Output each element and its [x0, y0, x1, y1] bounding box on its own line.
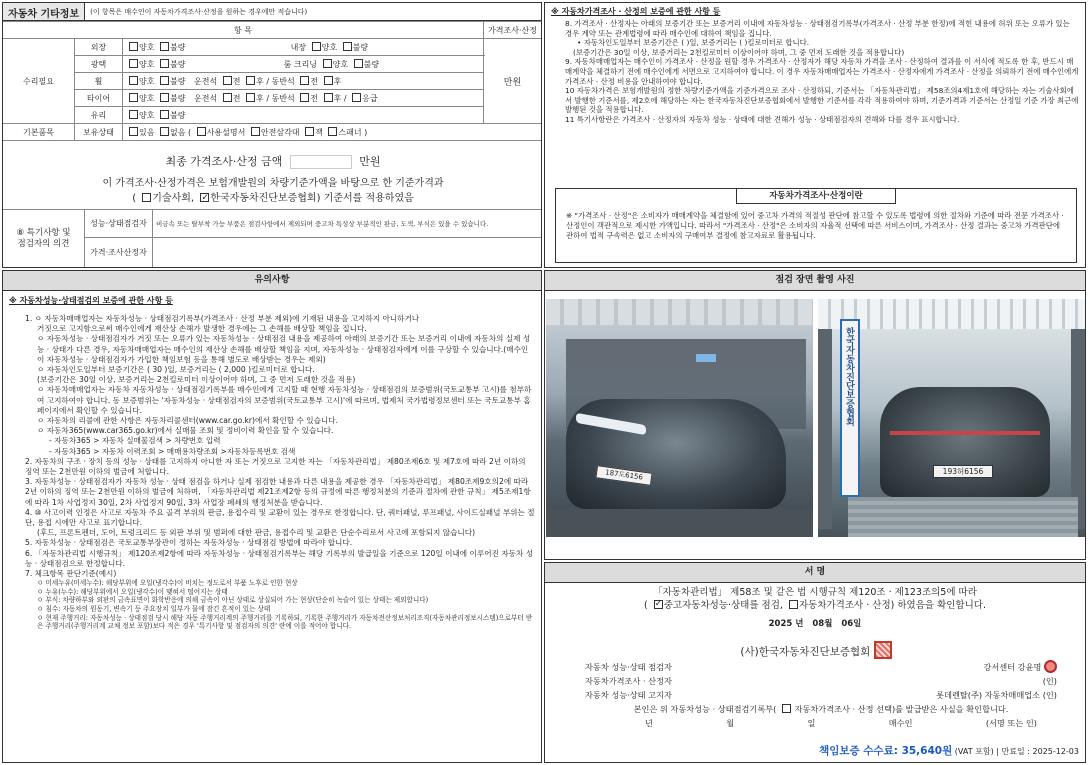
col-item-header: 항 목	[3, 22, 484, 39]
front-car	[566, 399, 786, 509]
special-notes-table	[2, 209, 542, 268]
final-price-row	[3, 153, 542, 169]
row-wheel: 휠	[75, 73, 123, 90]
criteria-1: ㅇ 미세누유(미세누수): 해당부위에 오일(냉각수)이 비치는 정도로서 부품 노후로 인한 현상	[37, 579, 298, 588]
signature-panel	[544, 562, 1086, 763]
price-inspector-label: 가격·조사산정자	[85, 238, 153, 268]
row-gloss: 광택	[75, 56, 123, 73]
photo-header: 점검 장면 촬영 사진	[545, 271, 1085, 291]
price-def-title: 자동차가격조사·산정이란	[736, 188, 896, 204]
row-glass: 유리	[75, 107, 123, 124]
kada-checkbox[interactable]	[200, 193, 209, 202]
criteria-5: ㅇ 현재 주행거리: 자동차성능 · 상태점검 당시 해당 자동 주행거리계의 주행거리를 기록하되, 기록한 주행거리가 자동차전산정보처리조직(자동차관리정보시스템)으로부터 받은 주행거리(주행거리계 교체 정보 포함)보다 적은 경우 '특기사항 및 점검자의 의견' 란에 이를 적어야 합니다.	[37, 613, 533, 631]
sign-board: 한국자동차진단보증협회	[840, 319, 860, 497]
have-checkbox[interactable]	[129, 127, 138, 136]
perf-inspector-label: 성능·상태점검자	[85, 210, 153, 238]
price-warranty-items	[551, 19, 1079, 125]
buyer-label: 매수인	[888, 718, 913, 728]
notice-line-11: 2. 자동차의 구조 · 장치 등의 성능 · 상태를 고지하지 아니한 자 또는 거짓으로 고지한 자는 「자동차관리법」 제80조제6호 및 제7호에 따라 2년 이하의 징역 또는 2천만원 이하의 벌금에 처합니다.	[25, 456, 526, 477]
final-price-input[interactable]	[290, 155, 352, 169]
rear-car	[880, 387, 1050, 497]
room-bad-checkbox[interactable]	[354, 59, 363, 68]
fee-row: 책임보증 수수료: 35,640원 (VAT 포함) | 만료일 : 2025-12-03	[819, 745, 1079, 757]
notice-line-7: ㅇ 자동차의 리콜에 관한 사항은 자동차리콜센터(www.car.go.kr)에서 확인할 수 있습니다.	[37, 416, 338, 426]
none-checkbox[interactable]	[160, 127, 169, 136]
tire-emergency-checkbox[interactable]	[352, 93, 361, 102]
basic-items-label: 기본품목	[3, 124, 75, 141]
tire-bad-checkbox[interactable]	[160, 93, 169, 102]
final-price-unit: 만원	[359, 155, 381, 168]
notice-line-10: - 자동차365 > 자동차 이력조회 > 매매용차량조회 >자동차등록번호 검색	[49, 446, 296, 456]
front-plate: 187도6156	[595, 465, 652, 486]
row-interior: 내장	[290, 42, 307, 52]
sign-rows: 자동차 성능·상태 점검자 강서센터 강윤명 자동차가격조사 · 산정자 (인) 자동차 성능·상태 고지자 롯데렌탈(주) 자동차매매업소 (인) 본인은 위 자동차성능 · 상태점검기록부( 자동차가격조사 · 산정 선택)를 발급받은 사실을 확인합니다. 년 월 일 매수인 (서명 또는 인)	[585, 662, 1057, 728]
criteria-4: ㅇ 침수: 자동차의 원동기, 변속기 등 주요장치 일부가 물에 잠긴 흔적이 있는 상태	[37, 605, 271, 614]
price-unit: 만원	[484, 39, 542, 124]
notice-line-6: ㅇ 자동차매매업자는 자동차 자동차성능 · 상태점검기록부를 매수인에게 고지할 때 현행 자동차성능 · 상태점검의 보증범위(국토교통부 고시)를 첨부하여 고지하여야 합니다. 동 보증범위는 '자동차성능 · 상태점검자의 보증범위(국토교통부 고시)'에 따르며, 법제처 국가법령정보센터 또는 국토교통부 홈페이지에서 확인할 수 있습니다.	[37, 385, 532, 415]
jack-checkbox[interactable]	[305, 127, 314, 136]
warranty-item-9: 9. 자동차매매업자는 매수인이 가격조사 · 산정을 원할 경우 가격조사 · 산정자가 해당 자동차 가격을 조사 · 산정하여 결과를 이 서식에 적도록 한 후, 반드시 매매계약을 체결하기 전에 매수인에게 서면으로 고지하여야 합니다. 이 경우 자동차매매업자는 가격조사 · 산정자에게 가격조사 · 산정을 의뢰하기 전에 매수인에게 가격조사 · 산정 비용을 안내하여야 합니다.	[565, 57, 1079, 86]
etc-info-subtitle: (이 항목은 매수인이 자동차가격조사·산정을 원하는 경우에만 적습니다)	[90, 7, 308, 16]
notice-line-13: 4. ⑩ 사고이력 인정은 사고로 자동차 주요 골격 부위의 판금, 용접수리 및 교환이 있는 경우로 한정합니다. 단, 쿼터패널, 루프패널, 사이드실패널 부위는 절단, 용접 시에만 사고로 표기합니다.	[25, 507, 535, 528]
etc-info-title: 자동차 기타정보	[3, 3, 85, 20]
warranty-item-10: 10 자동차가격은 보험개발원의 정한 차량기준가액을 기준가격으로 조사 · 산정하되, 기준서는 「자동차관리법」 제58조의4제1호에 해당하는 자는 기술사회에서 발행한 기준서를, 제2호에 해당하는 자는 한국자동차진단보증협회에서 발행한 기준서를 각각 적용하여야 하며, 기준가격과 기준서는 산정일 기준 가장 최근에 발행된 것을 적용합니다.	[565, 86, 1079, 115]
notice-header: 유의사항	[3, 271, 541, 291]
spanner-checkbox[interactable]	[328, 127, 337, 136]
row-room: 룸 크리닝	[283, 59, 318, 69]
perf-name: 강서센터 강윤명	[983, 662, 1042, 672]
notice-line-16: 6. 「자동차관리법 시행규칙」 제120조제2항에 따라 자동차성능 · 상태점검기록부는 해당 기록부의 발급일을 기준으로 120일 이내에 이루어진 자동차 성능 · 상태점검으로 한정합니다.	[25, 548, 534, 568]
etc-info-table: 항 목 가격조사·산정 수리필요 외장 양호 불량 내장 양호 불량 만원 광택 양호 불량 룸 크리닝 양호 불량 휠 양호 불량 운전석 전 후 / 동반석 전 후 타이어 양호 불량 운전석 전 후 / 동반석 전 후 / 응급 유리 양호 불량 기본품목 보유상태 있음 없음 ( 사용설명서 안전삼각대 잭 스패너 )	[2, 21, 542, 141]
notice-line-12: 3. 자동차성능 · 상태점검자가 자동차 성능 · 상태 점검을 하거나 실제 점검한 내용과 다른 내용을 제공한 경우 「자동차관리법」 제80조제9호의2에 따라 2년 이하의 징역 또는 2천만원 이하의 벌금에 처하며, 「자동차관리법 제21조제2항 등의 규정에 따른 행정처분의 기준과 절차에 관한 규칙」 제5조제1항에 따라 1차 사업정지 30일, 2차 사업정지 90일, 3차 사업장 폐쇄의 행정처분을 받습니다.	[25, 477, 531, 507]
perf-note: 비금속 또는 탈부착 가능 부품은 점검사항에서 제외되며 중고차 특성상 부분적인 판금, 도색, 부식은 있을 수 있습니다.	[153, 210, 543, 238]
wheel-bad-checkbox[interactable]	[160, 76, 169, 85]
criteria-3: ㅇ 부식: 차량하부와 외판의 금속표면이 화학반응에 의해 금속이 아닌 상태로 상실되어 가는 현상(단순히 녹슬어 있는 상태는 제외합니다)	[37, 596, 429, 605]
notice-line-1: 1. ㅇ 자동차매매업자는 자동차성능 · 상태점검기록부(가격조사 · 산정 부분 제외)에 기재된 내용을 고지하지 아니하거나	[25, 314, 420, 323]
col-price-header: 가격조사·산정	[484, 22, 542, 39]
notice-body	[9, 314, 535, 631]
tire-passenger-rear-checkbox[interactable]	[324, 93, 333, 102]
row-tire: 타이어	[75, 90, 123, 107]
notice-line-4: ㅇ 자동차인도일부터 보증기간은 ( 30 )일, 보증거리는 ( 2,000 )킬로미터로 합니다.	[37, 365, 315, 375]
warranty-item-8-note: (보증기간은 30일 이상, 보증거리는 2천킬로미터 이상이어야 하며, 그 중 먼저 도래한 것을 적용합니다)	[573, 47, 905, 57]
interior-good-checkbox[interactable]	[312, 42, 321, 51]
price-inspector-note[interactable]	[153, 238, 543, 268]
gloss-bad-checkbox[interactable]	[160, 59, 169, 68]
fee-vat: (VAT 포함)	[954, 747, 994, 756]
signature-statement: 「자동차관리법」 제58조 및 같은 법 시행규칙 제120조 · 제123조의5에 따라 ( ✓ 중고자동차성능·상태를 점검, 자동차가격조사 · 산정) 하였음을 확인합니다.	[545, 586, 1085, 612]
org-seal	[874, 641, 892, 659]
wheel-rear-checkbox[interactable]	[246, 76, 255, 85]
tire-rear-checkbox[interactable]	[246, 93, 255, 102]
photo-panel	[544, 270, 1086, 560]
notice-title: ※ 자동차성능·상태점검의 보증에 관한 사항 등	[9, 296, 173, 305]
glass-bad-checkbox[interactable]	[160, 110, 169, 119]
rear-plate: 193허6156	[933, 465, 993, 478]
wheel-good-checkbox[interactable]	[129, 76, 138, 85]
notice-line-14: (후드, 프론트펜더, 도어, 트렁크리드 등 외판 부위 및 범퍼에 대한 판금, 용접수리 및 교환은 단순수리로서 사고에 포함되지 않습니다)	[37, 528, 476, 538]
interior-bad-checkbox[interactable]	[343, 42, 352, 51]
price-warranty-panel	[544, 2, 1086, 268]
notice-line-15: 5. 자동차성능 · 상태점검은 국토교통부장관이 정하는 자동차성능 · 상태점검 방법에 따라야 합니다.	[25, 538, 353, 548]
warranty-item-8: 8. 가격조사 · 산정자는 아래의 보증기간 또는 보증거리 이내에 자동차성능 · 상태점검기록부(가격조사 · 산정 부분 한정)에 적힌 내용에 허위 또는 오류가 있는 경우 계약 또는 관계법령에 따라 매수인에 대하여 책임을 집니다.	[565, 19, 1070, 38]
notice-line-17: 7. 체크항목 판단기준(예시)	[25, 569, 117, 579]
tech-society-checkbox[interactable]	[142, 193, 151, 202]
notifier-name: 롯데렌탈(주) 자동차매매업소	[936, 690, 1041, 700]
perf-check-checkbox[interactable]	[654, 600, 663, 609]
etc-info-panel	[2, 2, 542, 268]
tire-front-checkbox[interactable]	[223, 93, 232, 102]
notice-line-9: - 자동차365 > 자동차 실매물검색 > 차량번호 입력	[49, 436, 221, 446]
final-price-label: 최종 가격조사·산정 금액	[165, 155, 283, 168]
expiry-date: 만료일 : 2025-12-03	[1001, 747, 1079, 756]
triangle-checkbox[interactable]	[251, 127, 260, 136]
notice-panel	[2, 270, 542, 763]
repair-label: 수리필요	[3, 39, 75, 124]
wheel-passenger-rear-checkbox[interactable]	[324, 76, 333, 85]
wheel-front-checkbox[interactable]	[223, 76, 232, 85]
price-sign: (인)	[1042, 676, 1057, 686]
gloss-good-checkbox[interactable]	[129, 59, 138, 68]
front-photo	[546, 299, 813, 537]
basis-text: 이 가격조사·산정가격은 보험개발원의 차량기준가액을 바탕으로 한 기준가격과 ( 기술사회, ✓ 한국자동차진단보증협회) 기준서를 적용하였음	[3, 176, 542, 206]
row-exterior: 외장	[75, 39, 123, 56]
glass-good-checkbox[interactable]	[129, 110, 138, 119]
warranty-item-8-period: • 자동차인도일부터 보증기간은 ( )일, 보증거리는 ( )킬로미터로 합니다.	[577, 38, 810, 48]
price-check-checkbox[interactable]	[789, 600, 798, 609]
criteria-2: ㅇ 누유(누수): 해당부위에서 오일(냉각수)이 맺혀서 떨어지는 상태	[37, 587, 228, 596]
manual-checkbox[interactable]	[197, 127, 206, 136]
price-warranty-title: ※ 자동차가격조사 · 산정의 보증에 관한 사항 등	[551, 7, 721, 16]
buyer-sign: (서명 또는 인)	[985, 718, 1037, 728]
notice-line-8: ㅇ 자동차365(www.car365.go.kr)에서 실매물 조회 및 정비이력 확인을 할 수 있습니다.	[37, 426, 334, 436]
org-name: (사)한국자동차진단보증협회	[740, 646, 871, 658]
room-good-checkbox[interactable]	[323, 59, 332, 68]
fee-label: 책임보증 수수료: 35,640원	[819, 745, 953, 757]
tire-good-checkbox[interactable]	[129, 93, 138, 102]
wheel-passenger-front-checkbox[interactable]	[300, 76, 309, 85]
price-def-text: ※ "가격조사 · 산정"은 소비자가 매매계약을 체결함에 있어 중고차 가격의 적절성 판단에 참고할 수 있도록 법령에 의한 절차와 기준에 따라 전문 가격조사 · 산정인이 객관적으로 제시한 가액입니다. 따라서 "가격조사 · 산정"은 소비자의 자율적 선택에 따른 서비스이며, 가격조사 · 산정 결과는 중고차 가격판단에 관하여 법적 구속력은 없고 소비자의 구매여부 결정에 참고자료로 활용됩니다.	[566, 211, 1064, 240]
rear-photo	[818, 299, 1085, 537]
notice-line-5: (보증기간은 30일 이상, 보증거리는 2천킬로미터 이상이어야 하며, 그 중 먼저 도래한 것을 적용)	[37, 375, 356, 385]
warranty-item-11: 11 특기사항란은 가격조사 · 산정자의 자동차 성능 · 상태에 대한 견해가 성능 · 상태점검자의 견해와 다를 경우 표시합니다.	[565, 114, 960, 124]
notifier-label: 자동차 성능·상태 고지자	[585, 690, 672, 700]
special-label: ⑧ 특기사항 및 점검자의 의견	[3, 210, 85, 268]
org-row	[545, 641, 1086, 659]
signature-header: 서 명	[545, 563, 1085, 583]
exterior-good-checkbox[interactable]	[129, 42, 138, 51]
perf-seal	[1044, 660, 1057, 673]
receipt-price-checkbox[interactable]	[782, 704, 791, 713]
notice-line-3: ㅇ 자동차성능 · 상태점검자가 거짓 또는 오류가 있는 자동차성능 · 상태점검 내용을 제공하여 아래의 보증기간 또는 보증거리 이내에 자동차의 실제 성능 · 상태가 다른 경우, 자동차매매업자는 매수인의 재산상 손해를 배상할 책임을 지며, 자동차성능 · 상태점검자에게 이를 구상할 수 있습니다.(매수인이 자동차성능 · 상태점검자가 가입한 책임보험 등을 통해 별도로 배상받는 경우는 제외)	[37, 334, 531, 364]
issue-date: 2025 년 08월 06일	[768, 619, 862, 629]
tire-passenger-front-checkbox[interactable]	[300, 93, 309, 102]
notice-line-2: 거짓으로 고지함으로써 매수인에게 재산상 손해가 발생한 경우에는 그 손해를 배상할 책임을 집니다.	[37, 324, 367, 334]
price-def-box	[555, 188, 1077, 263]
price-label: 자동차가격조사 · 산정자	[585, 676, 672, 686]
possession-label: 보유상태	[75, 124, 123, 141]
notice-small-list	[25, 579, 535, 631]
perf-label: 자동차 성능·상태 점검자	[585, 662, 672, 672]
exterior-bad-checkbox[interactable]	[160, 42, 169, 51]
